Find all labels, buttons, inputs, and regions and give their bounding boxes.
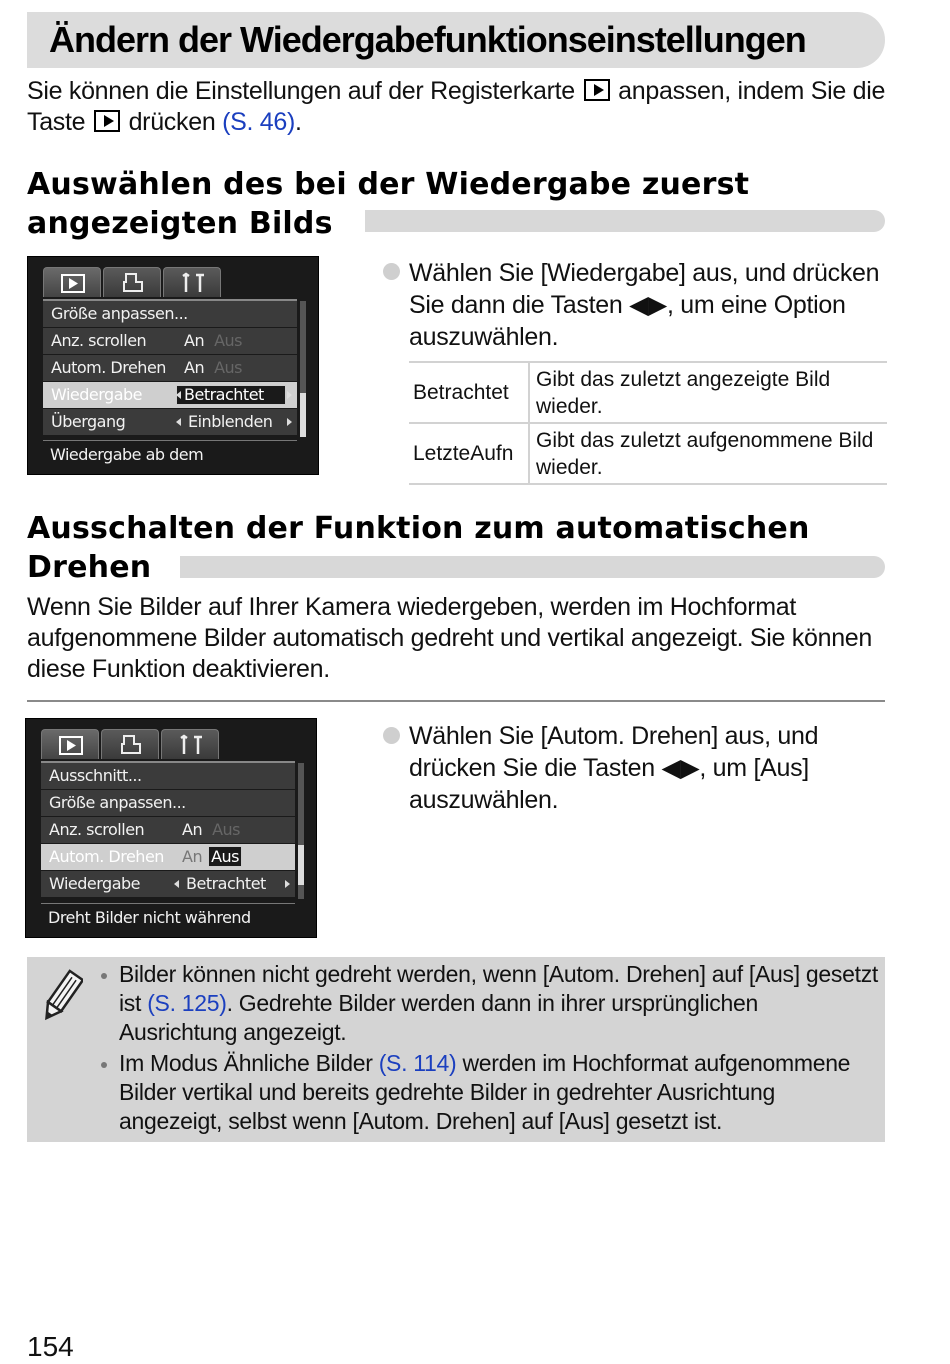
camera-footer-divider	[41, 903, 295, 904]
playback-tab-icon	[43, 267, 101, 297]
intro-end: .	[295, 108, 302, 136]
section2-instruction: Wählen Sie [Autom. Drehen] aus, und drücken Sie die Tasten ◀▶, um [Aus] auszuwählen.	[409, 722, 819, 814]
page-link-125[interactable]: (S. 125)	[147, 990, 227, 1016]
intro-part3: drücken	[128, 108, 216, 136]
camera-footer-divider	[43, 440, 297, 441]
page-number: 154	[27, 1331, 74, 1362]
page-link-114[interactable]: (S. 114)	[378, 1050, 457, 1076]
left-arrow-icon	[176, 391, 181, 399]
camera-menu-row	[41, 763, 295, 789]
table-row	[409, 423, 887, 484]
print-tab-icon	[103, 267, 161, 297]
camera-menu-row	[43, 355, 297, 381]
note-box	[27, 957, 885, 1142]
option-name: Betrachtet	[409, 362, 529, 423]
section1-heading-bar	[365, 210, 885, 232]
camera-menu-row	[43, 301, 297, 327]
row-value: Betrachtet	[184, 385, 264, 404]
note-list	[119, 960, 879, 1138]
camera-scrollbar	[298, 763, 304, 899]
camera-footer-text: Dreht Bilder nicht während	[48, 908, 251, 927]
intro-part2: anpassen, indem Sie die Taste	[27, 77, 886, 136]
row-label: Anz. scrollen	[49, 820, 145, 839]
row-label: Wiedergabe	[51, 385, 143, 404]
bullet-icon	[383, 263, 400, 280]
row-value: An Aus	[182, 844, 242, 870]
camera-menu-row	[43, 328, 297, 354]
left-arrow-icon	[174, 880, 179, 888]
camera-menu-row	[41, 871, 295, 897]
camera-tabs	[41, 729, 221, 759]
right-arrow-icon	[287, 418, 292, 426]
row-label: Anz. scrollen	[51, 331, 147, 350]
row-label: Übergang	[51, 412, 126, 431]
camera-screen-1	[27, 256, 319, 475]
section2-heading-line2: Drehen	[27, 550, 152, 585]
playback-icon	[94, 110, 120, 132]
divider	[27, 700, 885, 702]
intro-part1: Sie können die Einstellungen auf der Registerkarte	[27, 77, 575, 105]
print-tab-icon	[101, 729, 159, 759]
section2-heading-bar	[180, 556, 885, 578]
page-link-46[interactable]: (S. 46)	[222, 108, 296, 136]
row-value: An Aus	[184, 331, 243, 350]
intro-text	[27, 76, 897, 138]
row-label: Autom. Drehen	[51, 358, 166, 377]
page-title: Ändern der Wiedergabefunktionseinstellungen	[27, 12, 885, 68]
camera-menu-1	[43, 299, 297, 436]
section1-instruction: Wählen Sie [Wiedergabe] aus, und drücken Sie dann die Tasten ◀▶, um eine Option auszuwählen.	[409, 259, 880, 351]
camera-menu-2	[41, 761, 295, 898]
row-value: An Aus	[182, 820, 241, 839]
right-arrow-icon	[285, 880, 290, 888]
row-value: Betrachtet	[186, 874, 266, 893]
section1-heading-line1: Auswählen des bei der Wiedergabe zuerst	[27, 167, 750, 202]
table-row	[409, 362, 887, 423]
row-label: Ausschnitt...	[49, 766, 142, 785]
note-item: Bilder können nicht gedreht werden, wenn [Autom. Drehen] auf [Aus] gesetzt ist (S. 125). Gedrehte Bilder werden dann in ihrer ursprünglichen Ausrichtung angezeigt.	[119, 961, 878, 1045]
camera-menu-row-selected	[43, 382, 297, 408]
row-label: Größe anpassen...	[49, 793, 186, 812]
section2-heading-line1: Ausschalten der Funktion zum automatischen	[27, 511, 810, 546]
section1-heading-line2: angezeigten Bilds	[27, 206, 333, 241]
row-value: An Aus	[184, 358, 243, 377]
camera-menu-row	[41, 817, 295, 843]
camera-menu-row	[41, 790, 295, 816]
camera-screen-2	[25, 718, 317, 938]
camera-menu-row-selected	[41, 844, 295, 870]
camera-tabs	[43, 267, 223, 297]
right-arrow-icon	[287, 391, 292, 399]
row-label: Autom. Drehen	[49, 847, 164, 866]
pencil-icon	[41, 967, 83, 1030]
camera-scrollbar	[300, 301, 306, 437]
bullet-icon	[383, 727, 400, 744]
note-item: Im Modus Ähnliche Bilder (S. 114) werden im Hochformat aufgenommene Bilder vertikal und bereits gedrehte Bilder in gedrehter Ausrichtung angezeigt, selbst wenn [Autom. Drehen] auf [Aus] gesetzt ist.	[119, 1049, 879, 1136]
option-desc: Gibt das zuletzt angezeigte Bild wieder.	[529, 362, 887, 423]
row-value: Einblenden	[188, 412, 273, 431]
left-arrow-icon	[176, 418, 181, 426]
row-label: Wiedergabe	[49, 874, 141, 893]
camera-footer-text: Wiedergabe ab dem	[50, 445, 204, 464]
playback-icon	[584, 79, 610, 101]
options-table	[409, 361, 887, 485]
option-name: LetzteAufn	[409, 423, 529, 484]
settings-tab-icon	[161, 729, 219, 759]
option-desc: Gibt das zuletzt aufgenommene Bild wieder.	[529, 423, 887, 484]
row-label: Größe anpassen...	[51, 304, 188, 323]
playback-tab-icon	[41, 729, 99, 759]
section2-paragraph: Wenn Sie Bilder auf Ihrer Kamera wiedergeben, werden im Hochformat aufgenommene Bilder automatisch gedreht und vertikal angezeigt. Sie können diese Funktion deaktivieren.	[27, 593, 873, 683]
camera-menu-row	[43, 409, 297, 435]
settings-tab-icon	[163, 267, 221, 297]
